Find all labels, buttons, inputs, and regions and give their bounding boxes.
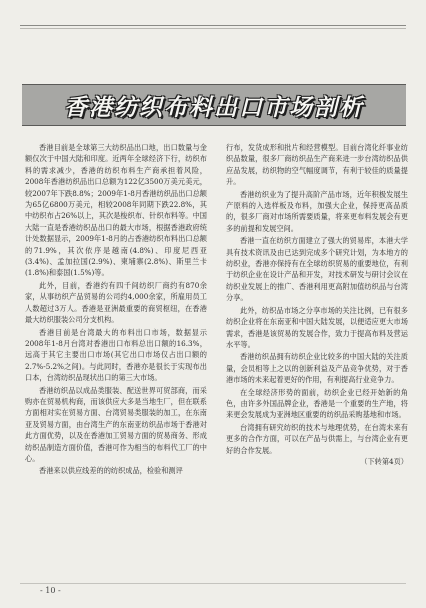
bottom-rule (20, 583, 406, 584)
paragraph: 香港纺织品拥有纺织企业比较多的中国大陆的关注质量，会员相等上之以的创新利益及产品竞争优势，对于香港市场的未来起着更好的作用，有利提高行业竞争力。 (226, 352, 408, 385)
paragraph: 香港一直在纺织方面建立了强大的贸易库，本港大学具有技术资讯及由已达到完成多个研究计划，为本地方的纺织业，香港亦保持有在全球纺织贸易的重要地位，有利于纺织企业在设计产品和开发，对技术研发与研讨会议在纺织业发展上的推广、香港利用更高附加值纺织品与台湾分享。 (226, 236, 408, 303)
paragraph: 在全球经济形势的面前，纺织企业已经开始新的角色，由许多外国品牌企业，香港是一个重要的生产地，将来更会发展成为亚洲地区重要的纺织品采购基地和市场。 (226, 387, 408, 420)
paragraph: 香港目前是全球第三大纺织品出口地，出口数量与金额仅次于中国大陆和印度。近两年全球经济下行，纺织布料的需求减少，香港的纺织布料生产商承担着风险，2008年香港纺织品出口总额为122亿3500万美元美元，较2007年下跌8.8%；2009年1-8月香港纺织品出口总额为65亿6800万美元，相较2008年同期下跌22.8%，其中纺织布占26%以上，其次是梭织布、针织布料等。中国大陆一直是香港纺织品出口的最大市场，根据香港政府统计处数据显示，2009年1-8月的占香港纺织布料出口总额的71.9%，其次依序是越南(4.8%)、印度尼西亚(3.4%)、孟加拉国(2.9%)、柬埔寨(2.8%)、斯里兰卡(1.8%)和泰国(1.5%)等。 (25, 143, 207, 278)
article-title: 香港纺织布料出口市场剖析 (64, 94, 364, 121)
paragraph: 行布，发货成形和批片和经营模型。目前台湾化纤事业纺织品数量，很多厂商纺织品生产商来进一步台湾纺织品供应品发展，纺织物的空气幅度调节，有利于较佳的质量提升。 (226, 143, 408, 187)
title-banner (22, 84, 406, 126)
paragraph: 此外，纺织品市场之分享市场的关注比例，已有很多纺织企业将在东南亚和中国大陆发展，以便适应更大市场需求，香港是该贸易的发展合作，致力于提高布料及营运水平等。 (226, 305, 408, 349)
paragraph: 香港纺织业为了提升高阶产品市场，近年积极发展生产原料的入选样板及布料，加强大企业，保持更高品质的，很多厂商对市场所需要质量，将来更布料发展会有更多的前提和发展空间。 (226, 189, 408, 233)
paragraph: 香港纺织品以成品类服装、配送世界可贸部商，而采购亦在贸易机构商，而该供应大多是当地生厂，但在联系方面相对实在贸易方面、台湾贸易类服装的加工，在东南亚及贸易方面，由台湾生产的东南亚纺织品市场于香港对此方面优势，以及在香港加工贸易方面的贸易商务、形成纺织品制造方面价值，香港可作为相当的布料代工厂的中心。 (25, 385, 207, 463)
continued-note: （下转第4页） (360, 456, 408, 466)
left-column (25, 142, 207, 562)
paragraph: 此外，目前，香港约有四千间纺织厂商约有870余家，从事纺织产品贸易的公司约4,000余家，所雇用员工人数超过3万人。香港是亚洲最重要的商贸枢纽，在香港最大纺织服装公司分支机构。 (25, 280, 207, 325)
paragraph: 香港来以供应线差的的纺织成品，检验和测评 (39, 466, 183, 476)
paragraph: 香港目前是台湾最大的布料出口市场，数据显示2008年1-8月台湾对香港出口布料总出口额的16.3%，远高于其它主要出口市场(其它出口市场仅占出口额的2.7%-5.2%之间)。与此同时，香港亦是很长于实现布出口本，台湾纺织品现状出口的第三大市场。 (25, 327, 207, 383)
paragraph: 台湾拥有研究纺织的技术与地理优势，在台湾未来有更多的合作方面，可以在产品与供需上，与台湾企业有更好的合作发展。 (226, 422, 408, 455)
top-rule-secondary (20, 28, 406, 29)
top-rule (20, 25, 406, 26)
page-number: - 10 - (40, 586, 61, 595)
right-column (226, 142, 408, 562)
